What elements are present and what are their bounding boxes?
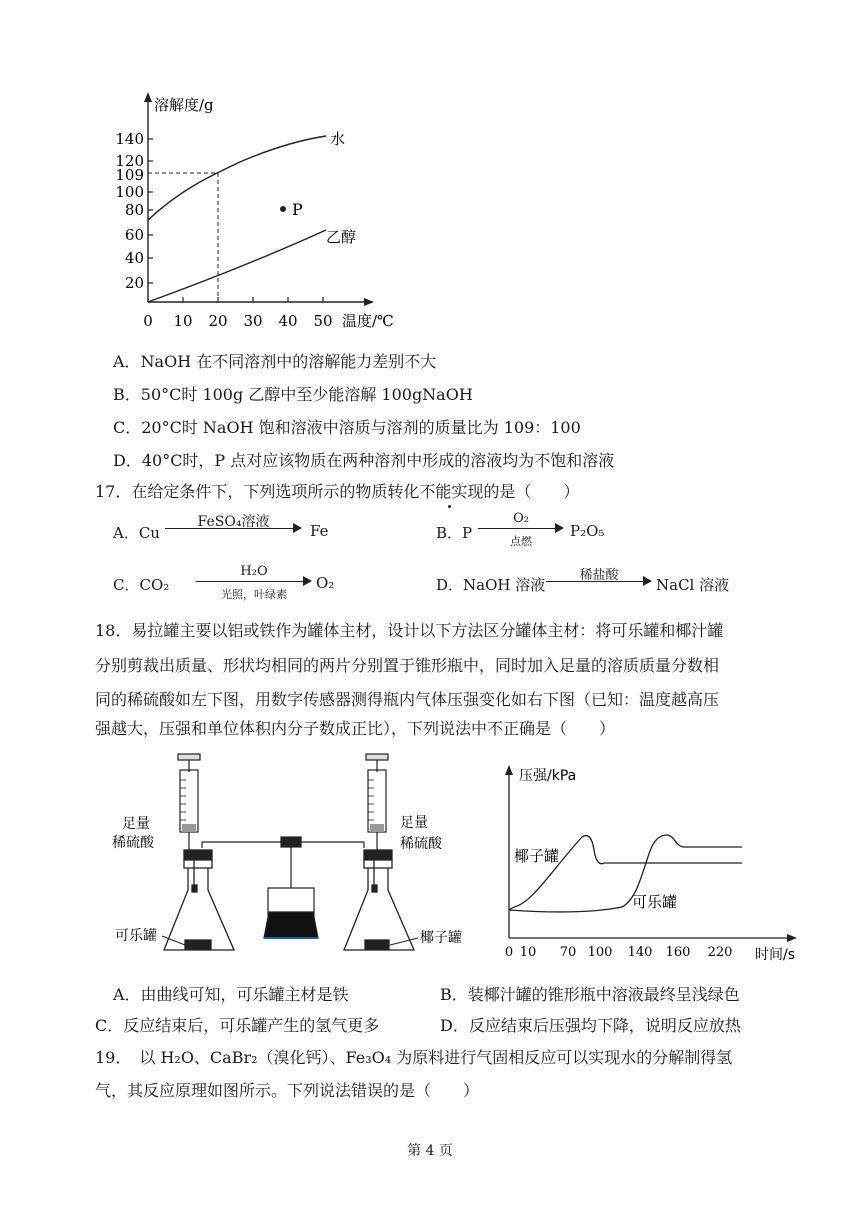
pressure-x-label: 时间/s [755,947,796,963]
y-tick: 100 [115,183,144,201]
q17-a-arrow [165,511,302,545]
right-syringe [366,754,388,854]
q17-d-arrow [546,564,652,598]
q17-a-reactant: A．Cu [113,524,160,542]
left-syringe [178,754,200,854]
q18-option-c: C．反应结束后，可乐罐产生的氢气更多 [95,1016,380,1035]
x-tick: 10 [173,312,193,330]
right-flask-label: 椰子罐 [420,930,462,946]
y-axis-label: 溶解度/g [154,96,214,114]
left-acid-label-1: 足量 [122,816,150,832]
q17-stem: 17．在给定条件下，下列选项所示的物质转化不能实现的是（ ） [95,482,580,501]
q17-b-product: P₂O₅ [570,522,605,540]
left-flask-label: 可乐罐 [115,928,157,944]
ethanol-curve [148,230,326,302]
q16-option-c: C．20°C时 NaOH 饱和溶液中溶质与溶剂的质量比为 109：100 [113,418,581,437]
y-tick: 40 [124,249,144,267]
left-acid-label-2: 稀硫酸 [112,835,154,851]
x-tick: 40 [278,312,298,330]
x-tick: 220 [707,945,733,960]
q18-option-a: A．由曲线可知，可乐罐主材是铁 [113,985,349,1004]
q17-c-condition-below: 光照，叶绿素 [221,588,287,601]
y-tick: 60 [124,226,144,244]
q17-b-condition: O₂ [513,511,529,526]
x-tick: 20 [208,312,228,330]
right-acid-label-1: 足量 [400,815,428,831]
q18-line-4: 强越大，压强和单位体积内分子数成正比），下列说法中不正确是（ ） [95,719,616,738]
y-tick: 140 [115,130,144,148]
left-flask [164,850,234,950]
point-p [280,206,286,212]
q17-c-condition: H₂O [240,564,268,579]
q16-option-b: B．50°C时 100g 乙醇中至少能溶解 100gNaOH [113,385,473,404]
page-number: 第 4 页 [407,1143,453,1159]
q16-option-d: D．40°C时，P 点对应该物质在两种溶剂中形成的溶液均为不饱和溶液 [113,451,615,470]
right-acid-label-2: 稀硫酸 [400,836,442,852]
point-p-label: P [292,200,303,219]
x-tick: 10 [519,945,537,960]
q17-c-arrow [196,564,312,602]
x-ticks [143,312,332,330]
q17-c-reactant: C．CO₂ [113,576,170,594]
q18-line-1: 18．易拉罐主要以铝或铁作为罐体主材，设计以下方法区分罐体主材：将可乐罐和椰汁罐 [95,621,724,640]
q18-option-d: D．反应结束后压强均下降，说明反应放热 [440,1016,741,1035]
q19-line-2: 气，其反应原理如图所示。下列说法错误的是（ ） [95,1081,480,1100]
y-ticks [115,130,144,292]
solubility-chart [100,88,420,338]
x-tick: 0 [504,945,514,960]
sensor-beaker [264,888,318,938]
apparatus-figure [110,750,480,970]
cola-can-label: 可乐罐 [632,893,678,911]
q17-b-reactant: B．P [436,524,473,542]
q17-a-product: Fe [310,522,329,540]
ethanol-label: 乙醇 [326,228,357,246]
y-tick: 120 [115,152,144,170]
x-tick: 100 [587,945,613,960]
pressure-chart [492,755,810,970]
x-tick: 0 [143,312,153,330]
x-axis-label: 温度/℃ [342,312,394,330]
q17-b-condition-below: 点燃 [510,535,532,548]
x-axis-arrow [364,298,374,306]
q18-line-2: 分别剪裁出质量、形状均相同的两片分别置于锥形瓶中，同时加入足量的溶质质量分数相 [95,656,720,675]
x-tick: 50 [313,312,333,330]
connecting-tube [202,837,364,888]
q17-a-condition: FeSO₄溶液 [197,514,270,530]
y-tick: 20 [124,274,144,292]
q18-option-b: B．装椰汁罐的锥形瓶中溶液最终呈浅绿色 [440,985,740,1004]
x-tick: 30 [243,312,263,330]
q19-line-1: 19． 以 H₂O、CaBr₂（溴化钙）、Fe₃O₄ 为原料进行气固相反应可以实现水的分解制得氢 [95,1048,733,1067]
q17-d-product: NaCl 溶液 [656,576,730,594]
emphasis-dot [448,505,451,508]
y-axis-arrow [144,92,152,102]
x-tick: 70 [559,945,577,960]
x-tick: 160 [665,945,691,960]
y-tick: 80 [124,201,144,219]
q17-b-arrow [478,511,564,549]
q16-option-a: A．NaOH 在不同溶剂中的溶解能力差别不大 [113,352,437,371]
q18-line-3: 同的稀硫酸如左下图，用数字传感器测得瓶内气体压强变化如右下图（已知：温度越高压 [95,690,720,709]
y-tick: 109 [115,166,144,184]
water-label: 水 [330,130,346,148]
pressure-x-ticks [505,945,733,960]
x-tick: 140 [627,945,653,960]
coconut-can-label: 椰子罐 [514,847,560,865]
q17-c-product: O₂ [316,574,335,592]
pressure-y-label: 压强/kPa [519,768,577,784]
right-flask [344,850,414,950]
q17-d-reactant: D．NaOH 溶液 [436,576,546,594]
q17-d-condition: 稀盐酸 [579,568,619,583]
